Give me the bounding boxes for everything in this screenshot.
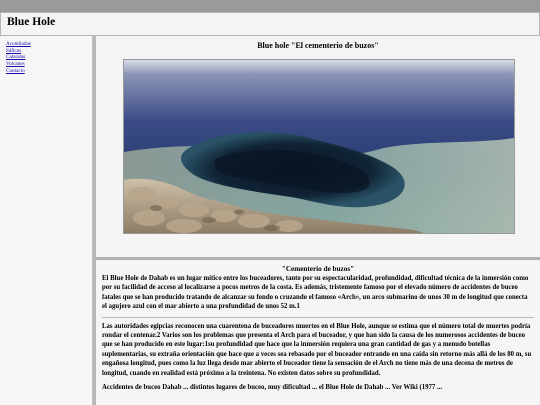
top-bar	[0, 0, 540, 12]
sidebar	[0, 36, 93, 405]
sidebar-item-saficas	[6, 48, 92, 55]
sidebar-item-acontiladas	[6, 41, 92, 48]
photo-panel	[96, 36, 540, 260]
sidebar-link-volcanes[interactable]: Volcanes	[6, 61, 25, 68]
sidebar-nav	[0, 36, 92, 75]
sidebar-link-contacto[interactable]: Contacto	[6, 67, 25, 74]
sidebar-item-contacto	[6, 68, 92, 75]
article-paragraph: Accidentes de buceo Dahab ... distintos lugares de buceo, muy dificultad ... el Blue Hole de Dahab ... Ver Wiki (1977 ...	[102, 384, 443, 392]
article-paragraph: El Blue Hole de Dahab es un lugar mítico entre los buceadores, tanto por su espectacularidad, profundidad, dificultad técnica de la inmersión como por su facilidad de acceso al localizarse a pocos metros de la costa. Es además, tristemente famoso por el elevado número de accidentes de buceo fatales que se han producido tratando de alcanzar su fondo o cruzando el famoso «Arch», un arco submarino de unos 30 m de longitud que conecta el agujero azul con el mar abierto a una profundidad de unos 52 m.1	[102, 275, 529, 311]
sidebar-link-acontiladas[interactable]: Acontiladas	[6, 41, 31, 47]
article-paragraph: Las autoridades egipcias reconocen una cuarentena de buceadores muertos en el Blue Hole, aunque se estima que el número total de muertes podría rondar el centenar.2 Varios son los problemas que presenta el Arch para el buceador, y que han sido la causa de los numerosos accidentes de buceo que se han producido en este lugar:1su profundidad que hace que la inmersión requiera una gran cantidad de gas y a menudo botellas suplementarias, su extraña orientación que hace que a veces sea rebasado por el buceador entrando en una caída sin retorno más allá de los 80 m, su engañosa longitud, pues como la luz llega desde mar abierto el buceador tiene la sensación de el Arch no tiene más de una decena de metros de longitud, cuando en realidad está próximo a la treintena. No existen datos sobre su profundidad.	[102, 322, 532, 377]
photo-caption: Blue hole "El cementerio de buzos"	[257, 41, 379, 50]
blue-hole-photo	[123, 59, 515, 234]
article	[96, 262, 540, 405]
sidebar-item-volcanes	[6, 61, 92, 68]
sidebar-link-cataratas[interactable]: Cataratas	[6, 54, 26, 61]
site-title: Blue Hole	[7, 16, 56, 28]
main-content	[96, 36, 540, 405]
sidebar-link-saficas[interactable]: Sáficas	[6, 47, 21, 54]
site-header	[0, 12, 540, 36]
article-heading: "Cementerio de buzos"	[281, 265, 355, 273]
sidebar-item-cataratas	[6, 54, 92, 61]
